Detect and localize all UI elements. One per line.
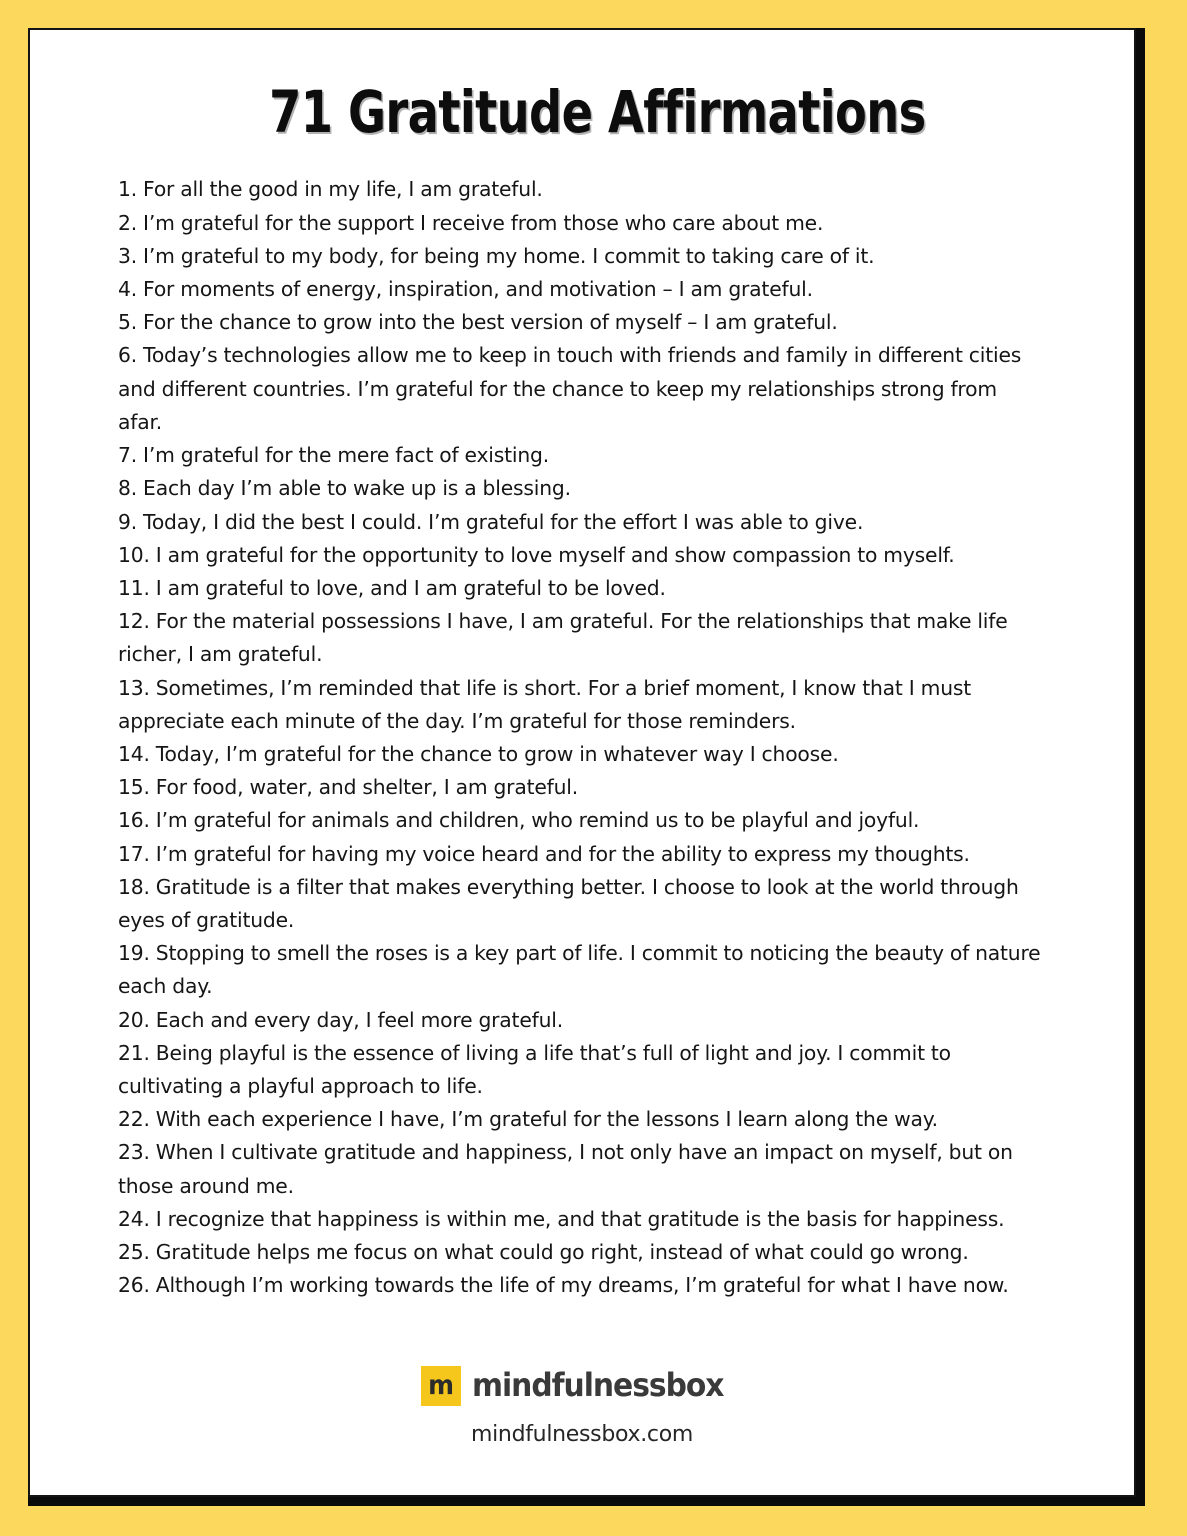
list-item: 10. I am grateful for the opportunity to love myself and show compassion to myself. [118,542,955,567]
list-item: 4. For moments of energy, inspiration, and motivation – I am grateful. [118,277,813,302]
list-item: 19. Stopping to smell the roses is a key part of life. I commit to noticing the beauty of nature each day. [118,941,1041,999]
list-item: 11. I am grateful to love, and I am grateful to be loved. [118,575,666,600]
affirmations-list [118,173,1042,1302]
list-item: 17. I’m grateful for having my voice heard and for the ability to express my thoughts. [118,841,970,866]
list-item: 9. Today, I did the best I could. I’m grateful for the effort I was able to give. [118,509,864,534]
brand-wordmark: mindfulnessbox [472,1366,724,1404]
brand-lockup [30,1366,1134,1406]
list-item: 26. Although I’m working towards the life of my dreams, I’m grateful for what I have now. [118,1273,1009,1298]
page-content-area [30,30,1134,1495]
mindfulnessbox-logo-icon [421,1366,461,1406]
logo-letter: m [428,1369,455,1401]
list-item: 6. Today’s technologies allow me to keep in touch with friends and family in different cities and different countries. I’m grateful for the chance to keep my relationships strong from afar. [118,343,1022,434]
footer-branding [30,1366,1134,1447]
list-item: 22. With each experience I have, I’m grateful for the lessons I learn along the way. [118,1107,938,1132]
list-item: 15. For food, water, and shelter, I am grateful. [118,775,579,800]
list-item: 2. I’m grateful for the support I receive from those who care about me. [118,210,824,235]
page-drop-shadow [28,28,1145,1506]
list-item: 20. Each and every day, I feel more grateful. [118,1007,563,1032]
list-item: 23. When I cultivate gratitude and happiness, I not only have an impact on myself, but on those around me. [118,1140,1013,1198]
list-item: 5. For the chance to grow into the best version of myself – I am grateful. [118,310,838,335]
list-item: 14. Today, I’m grateful for the chance to grow in whatever way I choose. [118,741,839,766]
list-item: 25. Gratitude helps me focus on what could go right, instead of what could go wrong. [118,1239,969,1264]
list-item: 8. Each day I’m able to wake up is a blessing. [118,476,571,501]
list-item: 16. I’m grateful for animals and children, who remind us to be playful and joyful. [118,808,920,833]
list-item: 18. Gratitude is a filter that makes everything better. I choose to look at the world through eyes of gratitude. [118,874,1019,932]
site-url: mindfulnessbox.com [470,1422,693,1447]
list-item: 24. I recognize that happiness is within me, and that gratitude is the basis for happiness. [118,1206,1005,1231]
page-title: 71 Gratitude Affirmations [269,78,926,146]
printable-page-sheet [28,28,1136,1497]
list-item: 21. Being playful is the essence of living a life that’s full of light and joy. I commit to cultivating a playful approach to life. [118,1040,951,1098]
list-item: 12. For the material possessions I have, I am grateful. For the relationships that make life richer, I am grateful. [118,609,1008,667]
list-item: 3. I’m grateful to my body, for being my home. I commit to taking care of it. [118,243,875,268]
list-item: 1. For all the good in my life, I am grateful. [118,177,543,202]
list-item: 7. I’m grateful for the mere fact of existing. [118,443,550,468]
list-item: 13. Sometimes, I’m reminded that life is short. For a brief moment, I know that I must appreciate each minute of the day. I’m grateful for those reminders. [118,675,972,733]
